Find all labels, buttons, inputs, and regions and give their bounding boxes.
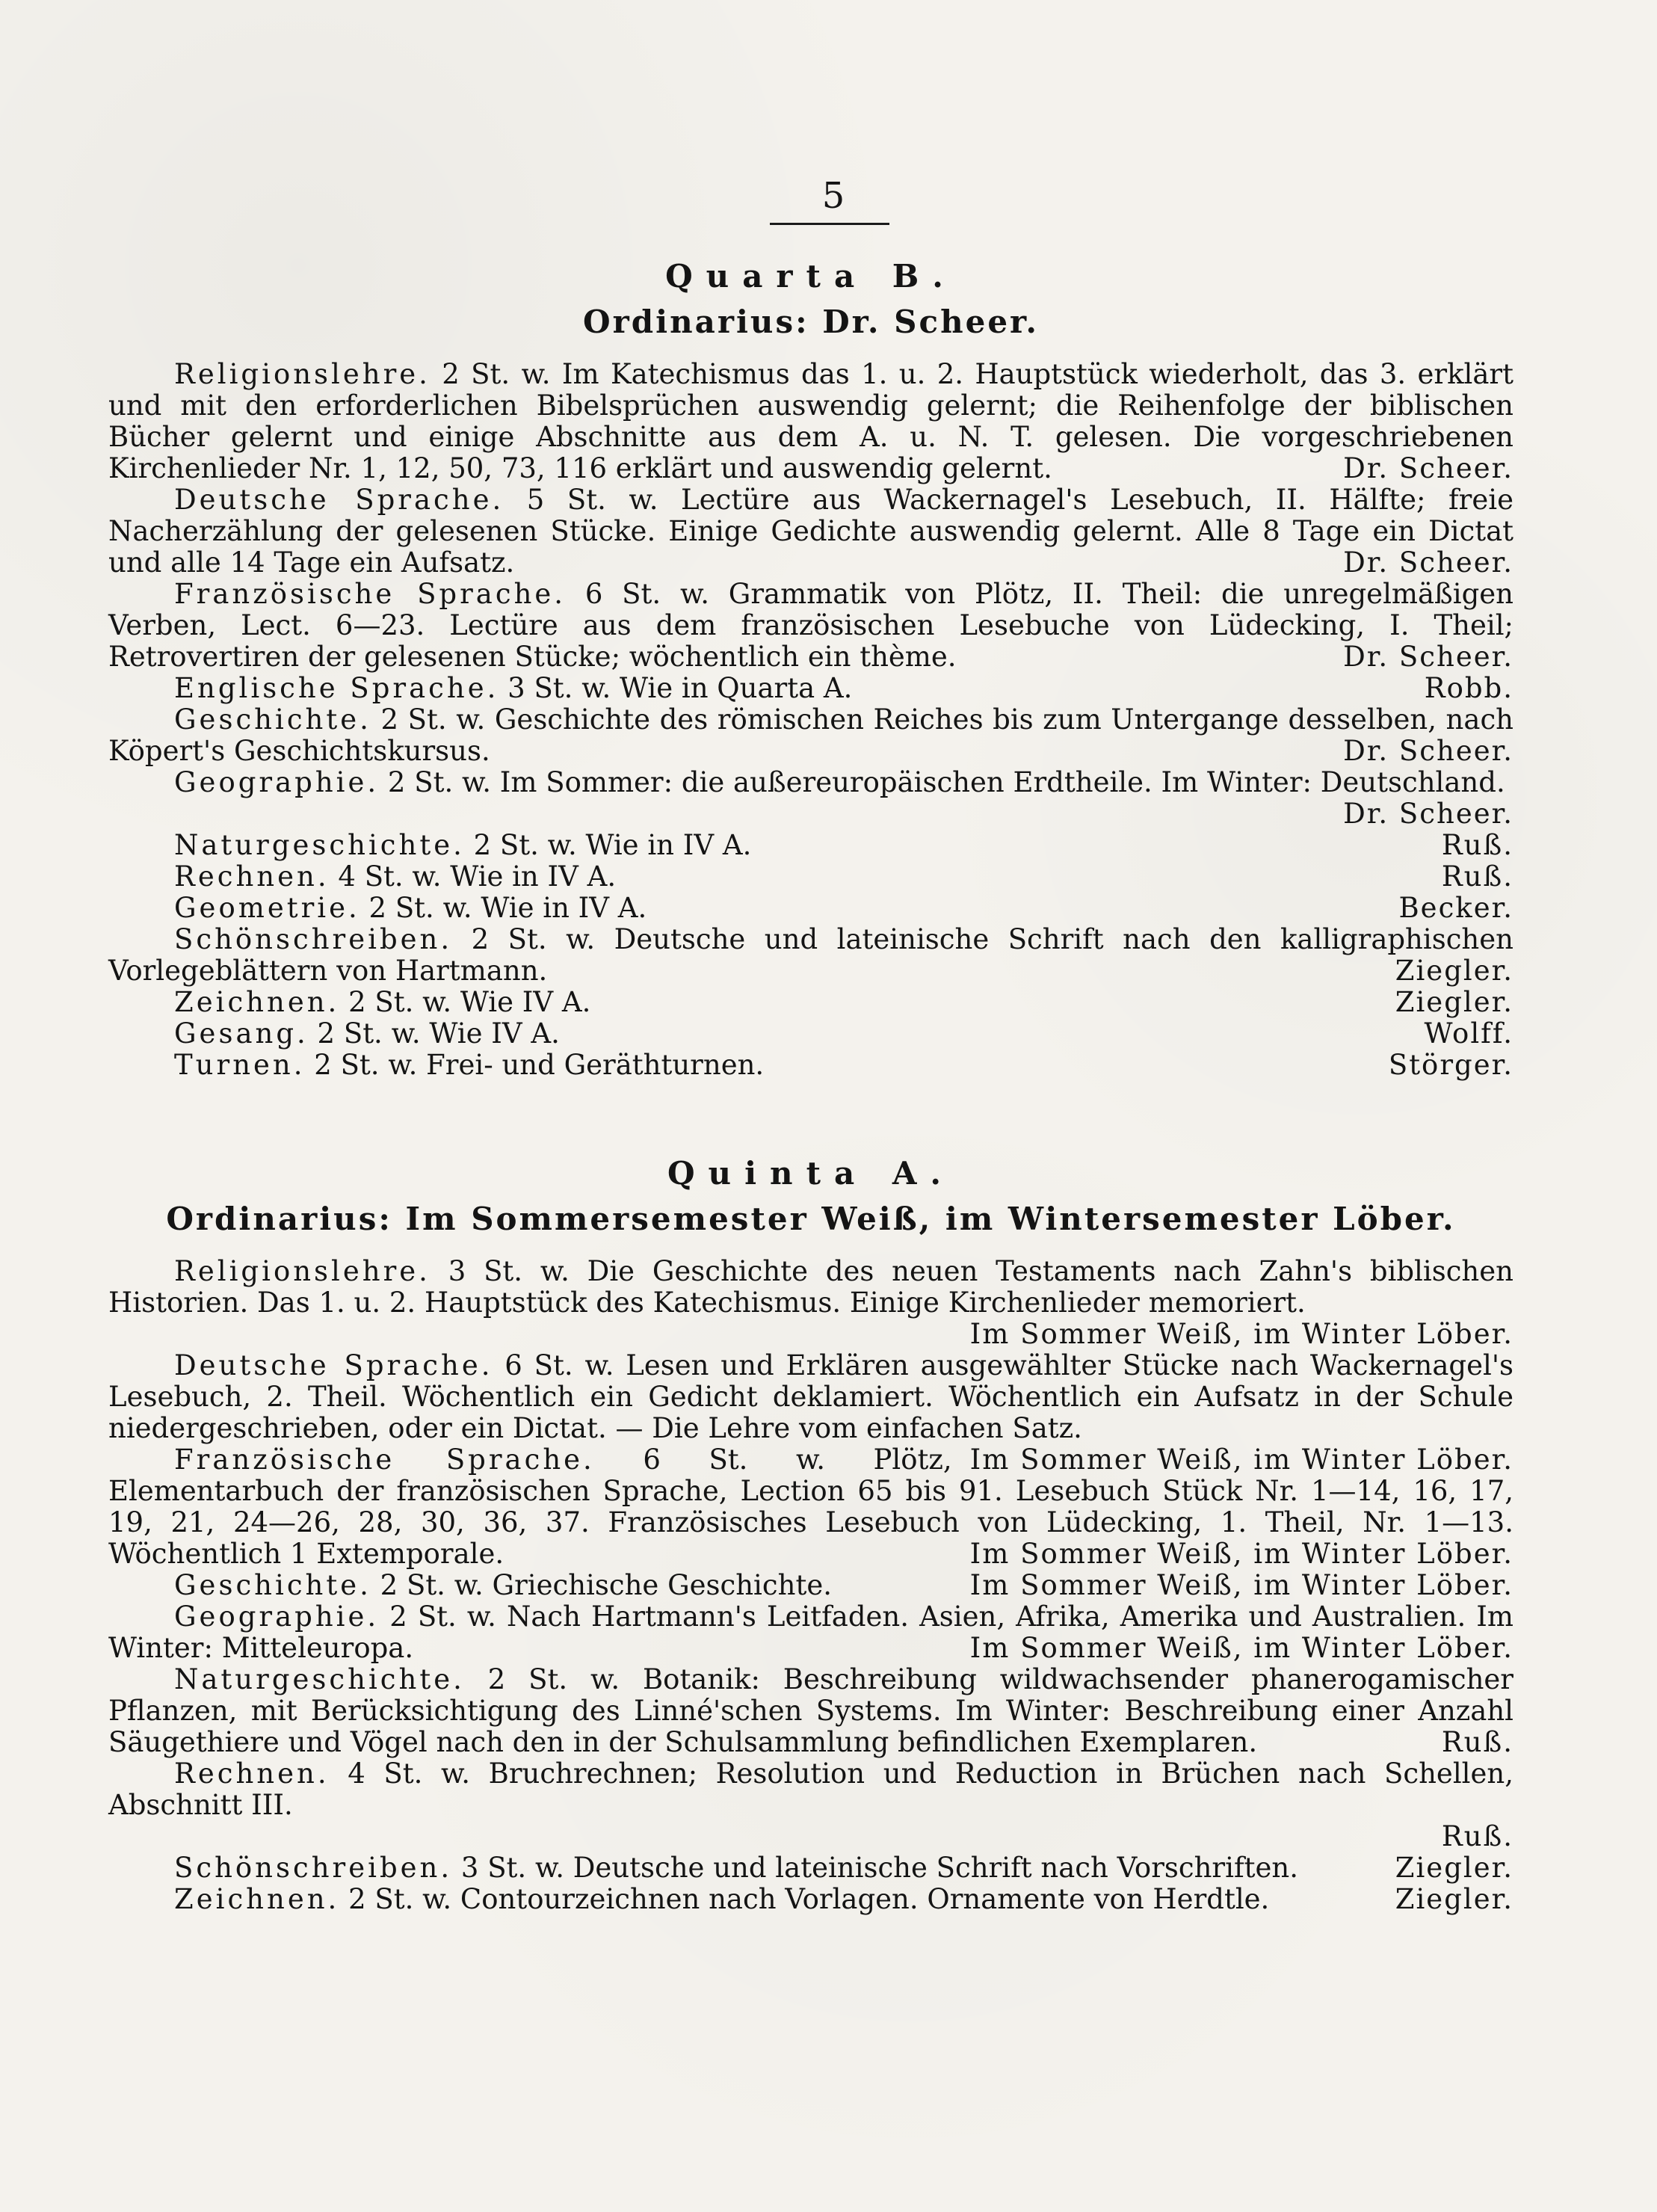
subject-name: Religionslehre. — [174, 357, 431, 390]
teacher-name: Im Sommer Weiß, im Winter Löber. — [969, 1631, 1513, 1664]
subject-name: Englische Sprache. — [174, 671, 499, 704]
subject-name: Deutsche Sprache. — [174, 483, 504, 516]
teacher-name: Störger. — [1388, 1048, 1513, 1081]
subject-name: Zeichnen. — [174, 1882, 340, 1915]
entry-text: 2 St. w. Contourzeichnen nach Vorlagen. Ornamente von Herdtle. — [339, 1882, 1270, 1915]
entry-englische-sprache — [108, 673, 1513, 704]
teacher-name: Wolff. — [1424, 1017, 1513, 1050]
teacher-name: Dr. Scheer. — [1343, 546, 1513, 579]
entry-text: 3 St. w. Wie in Quarta A. — [499, 671, 853, 704]
entry-text: 2 St. w. Geschichte des römischen Reiches bis zum Untergange desselben, nach Köpert's Geschichtskursus. — [108, 703, 1513, 767]
entry-text: 2 St. w. Wie in IV A. — [360, 891, 647, 924]
teacher-name: Im Sommer Weiß, im Winter Löber. — [969, 1568, 1513, 1601]
teacher-name: Dr. Scheer. — [1343, 452, 1513, 484]
entry-geschichte — [108, 1570, 1513, 1601]
subject-name: Turnen. — [174, 1048, 306, 1081]
entry-text: 5 St. w. Lectüre aus Wackernagel's Lesebuch, II. Hälfte; freie Nacherzählung der gelesenen Stücke. Einige Gedichte auswendig gelernt. Alle 8 Tage ein Dictat und alle 14 Tage ein Aufsatz. — [108, 483, 1513, 579]
subject-name: Rechnen. — [174, 860, 330, 893]
entry-text: 2 St. w. Im Katechismus das 1. u. 2. Hauptstück wiederholt, das 3. erklärt und mit den erforderlichen Bibelsprüchen auswendig gelernt; die Reihenfolge der biblischen Bücher gelernt und einige Abschnitte aus dem A. u. N. T. gelesen. Die vorgeschriebenen Kirchenlieder Nr. 1, 12, 50, 73, 116 erklärt und auswendig gelernt. — [108, 357, 1513, 484]
entry-geometrie — [108, 893, 1513, 924]
entry-text: 3 St. w. Die Geschichte des neuen Testaments nach Zahn's biblischen Historien. Das 1. u. 2. Hauptstück des Katechismus. Einige Kirchenlieder memoriert. — [108, 1254, 1513, 1319]
teacher-name: Ziegler. — [1395, 985, 1513, 1018]
teacher-name: Dr. Scheer. — [1343, 734, 1513, 767]
entry-rechnen — [108, 1758, 1513, 1821]
section-entries — [108, 359, 1513, 1081]
subject-name: Geschichte. — [174, 1568, 371, 1601]
teacher-name: Im Sommer Weiß, im Winter Löber. — [969, 1317, 1513, 1350]
entry-text: 4 St. w. Wie in IV A. — [329, 860, 617, 893]
teacher-name: Im Sommer Weiß, im Winter Löber. — [969, 1443, 1513, 1476]
teacher-name: Ruß. — [1441, 828, 1513, 861]
section-title: Quarta B. — [665, 258, 957, 295]
subject-name: Naturgeschichte. — [174, 1663, 465, 1695]
entry-text: 2 St. w. Botanik: Beschreibung wildwachsender phanerogamischer Pflanzen, mit Berücksichtigung des Linné'schen Systems. Im Winter: Beschreibung einer Anzahl Säugethiere und Vögel nach den in der Schulsammlung befindlichen Exemplaren. — [108, 1663, 1513, 1758]
entry-text: 6 St. w. Plötz, Elementarbuch der französischen Sprache, Lection 65 bis 91. Lesebuch Stück Nr. 1—14, 16, 17, 19, 21, 24—26, 28, 30, 36, 37. Französisches Lesebuch von Lüdecking, 1. Theil, Nr. 1—13. Wöchentlich 1 Extemporale. — [108, 1443, 1513, 1570]
entry-text: 2 St. w. Im Sommer: die außereuropäischen Erdtheile. Im Winter: Deutschland. — [379, 765, 1505, 798]
entry-text: 2 St. w. Wie IV A. — [308, 1017, 560, 1050]
entry-franzoesische-sprache — [108, 579, 1513, 673]
teacher-name: Ruß. — [1441, 1725, 1513, 1758]
entry-schoenschreiben — [108, 1852, 1513, 1884]
page-number-rule — [770, 223, 889, 225]
teacher-name: Robb. — [1424, 671, 1513, 704]
ordinarius-line: Ordinarius: Im Sommersemester Weiß, im Wintersemester Löber. — [166, 1201, 1456, 1238]
entry-geographie — [108, 1601, 1513, 1664]
teacher-name: Ruß. — [1441, 860, 1513, 893]
subject-name: Geometrie. — [174, 891, 360, 924]
entry-naturgeschichte — [108, 830, 1513, 861]
entry-naturgeschichte — [108, 1664, 1513, 1758]
subject-name: Französische Sprache. — [174, 1443, 595, 1476]
ordinarius-line: Ordinarius: Dr. Scheer. — [583, 304, 1039, 341]
section-title: Quinta A. — [667, 1155, 955, 1192]
subject-name: Geographie. — [174, 1600, 380, 1633]
entry-text: 2 St. w. Griechische Geschichte. — [371, 1568, 832, 1601]
teacher-name: Becker. — [1398, 891, 1513, 924]
subject-name: Deutsche Sprache. — [174, 1349, 493, 1381]
entry-zeichnen — [108, 1884, 1513, 1915]
entry-text: 2 St. w. Nach Hartmann's Leitfaden. Asien, Afrika, Amerika und Australien. Im Winter: Mitteleuropa. — [108, 1600, 1513, 1664]
subject-name: Rechnen. — [174, 1757, 330, 1790]
entry-text: 2 St. w. Wie IV A. — [339, 985, 591, 1018]
subject-name: Geschichte. — [174, 703, 371, 736]
section-entries — [108, 1256, 1513, 1915]
subject-name: Französische Sprache. — [174, 577, 567, 610]
section-quarta-b — [108, 258, 1513, 1081]
entry-text: 3 St. w. Deutsche und lateinische Schrift nach Vorschriften. — [452, 1851, 1299, 1884]
entry-geographie — [108, 767, 1513, 798]
teacher-name: Dr. Scheer. — [1343, 640, 1513, 673]
entry-text: 2 St. w. Frei- und Geräthturnen. — [305, 1048, 765, 1081]
teacher-name: Dr. Scheer. — [1343, 797, 1513, 830]
teacher-name: Ziegler. — [1395, 1882, 1513, 1915]
entry-text: 6 St. w. Lesen und Erklären ausgewählter Stücke nach Wackernagel's Lesebuch, 2. Theil. Wöchentlich ein Gedicht deklamiert. Wöchentlich ein Aufsatz in der Schule niedergeschrieben, oder ein Dictat. — Die Lehre vom einfachen Satz. — [108, 1349, 1513, 1444]
section-quinta-a — [108, 1155, 1513, 1915]
entry-rechnen — [108, 861, 1513, 893]
entry-religionslehre — [108, 1256, 1513, 1319]
subject-name: Schönschreiben. — [174, 922, 453, 955]
page-number: 5 — [821, 175, 845, 217]
subject-name: Gesang. — [174, 1017, 309, 1050]
entry-turnen — [108, 1050, 1513, 1081]
entry-text: 6 St. w. Grammatik von Plötz, II. Theil: die unregelmäßigen Verben, Lect. 6—23. Lectüre aus dem französischen Lesebuche von Lüdecking, I. Theil; Retrovertiren der gelesenen Stücke; wöchentlich ein thème. — [108, 577, 1514, 673]
teacher-name: Ziegler. — [1395, 954, 1513, 987]
entry-gesang — [108, 1018, 1513, 1050]
entry-text: 2 St. w. Deutsche und lateinische Schrift nach den kalligraphischen Vorlegeblättern von Hartmann. — [108, 922, 1513, 987]
entry-deutsche-sprache — [108, 484, 1513, 579]
subject-name: Schönschreiben. — [174, 1851, 453, 1884]
teacher-name: Ruß. — [1441, 1820, 1513, 1852]
subject-name: Zeichnen. — [174, 985, 340, 1018]
entry-text: 4 St. w. Bruchrechnen; Resolution und Reduction in Brüchen nach Schellen, Abschnitt III. — [108, 1757, 1513, 1821]
entry-geschichte — [108, 704, 1513, 767]
subject-name: Religionslehre. — [174, 1254, 431, 1287]
teacher-name: Ziegler. — [1395, 1851, 1513, 1884]
entry-text: 2 St. w. Wie in IV A. — [464, 828, 752, 861]
subject-name: Geographie. — [174, 765, 380, 798]
teacher-name: Im Sommer Weiß, im Winter Löber. — [969, 1537, 1513, 1570]
subject-name: Naturgeschichte. — [174, 828, 465, 861]
entry-schoenschreiben — [108, 924, 1513, 987]
entry-zeichnen — [108, 987, 1513, 1018]
entry-religionslehre — [108, 359, 1513, 484]
